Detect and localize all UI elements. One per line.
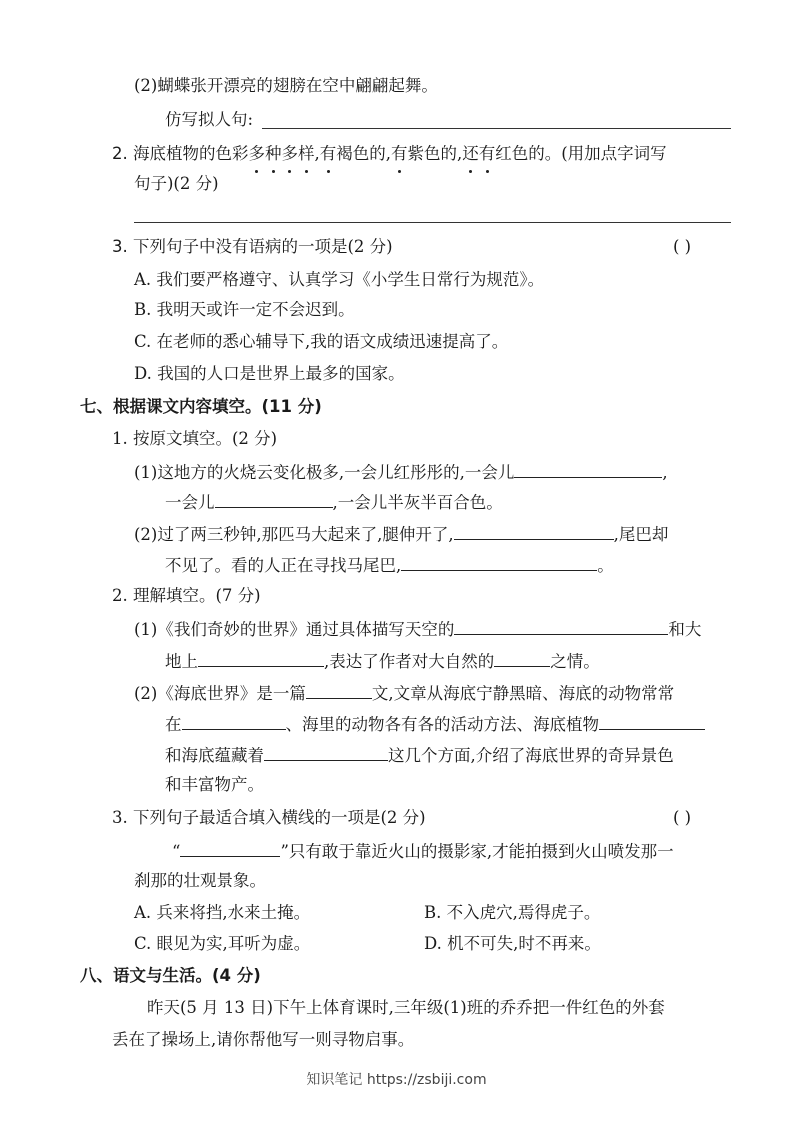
q7-option-c: C. 眼见为实,耳听为虚。 — [134, 934, 311, 953]
q7-sub-2-title: 2. 理解填空。(7 分) — [112, 586, 261, 605]
fill-blank[interactable] — [264, 742, 388, 761]
q7-sub-3-sentence-line2: 刹那的壮观景象。 — [134, 871, 266, 890]
emphasis-dot-char: 有 — [479, 142, 496, 166]
q7-sub-3-sentence: “ ”只有敢于靠近火山的摄影家,才能拍摄到火山喷发那一 — [172, 838, 674, 864]
q8-text-line1: 昨天(5 月 13 日)下午上体育课时,三年级(1)班的乔乔把一件红色的外套 — [147, 998, 665, 1017]
emphasis-dot-char: 多 — [282, 142, 299, 166]
q7-sub-2-item-2-line4: 和丰富物产。 — [165, 775, 264, 794]
fill-blank[interactable] — [306, 680, 372, 699]
fill-blank[interactable] — [215, 489, 333, 508]
q7-option-a: A. 兵来将挡,水来土掩。 — [134, 903, 311, 922]
q7-sub-1-item-2: (2)过了两三秒钟,那匹马大起来了,腿伸开了, ,尾巴却 — [134, 521, 668, 547]
emphasis-dot-char: 种 — [265, 142, 282, 166]
q6-option-b: B. 我明天或许一定不会迟到。 — [134, 300, 355, 319]
fill-blank[interactable] — [182, 711, 286, 730]
emphasis-dot-char: 有 — [320, 142, 337, 166]
q7-option-b: B. 不入虎穴,焉得虎子。 — [424, 903, 601, 922]
q7-sub-1-item-2-line2: 不见了。看的人正在寻找马尾巴, 。 — [165, 552, 614, 578]
fill-blank[interactable] — [494, 648, 550, 667]
q6-option-d: D. 我国的人口是世界上最多的国家。 — [134, 364, 405, 383]
fill-blank[interactable] — [198, 648, 324, 667]
q6-question-3: 3. 下列句子中没有语病的一项是(2 分) — [112, 237, 393, 256]
q6-option-a: A. 我们要严格遵守、认真学习《小学生日常行为规范》。 — [134, 270, 545, 289]
answer-parentheses[interactable]: ( ) — [673, 808, 692, 827]
fill-blank[interactable] — [514, 459, 662, 478]
q6-item-2-answer-row — [165, 108, 253, 132]
q7-sub-1-item-1: (1)这地方的火烧云变化极多,一会儿红彤彤的,一会儿 , — [134, 459, 668, 485]
q7-option-d: D. 机不可失,时不再来。 — [424, 934, 601, 953]
answer-parentheses[interactable]: ( ) — [673, 237, 692, 256]
fill-blank[interactable] — [401, 552, 597, 571]
emphasis-dot-char: 有 — [391, 142, 408, 166]
q8-text-line2: 丢在了操场上,请你帮他写一则寻物启事。 — [112, 1030, 415, 1049]
q7-sub-1-title: 1. 按原文填空。(2 分) — [112, 429, 278, 448]
emphasis-dot-char: 样 — [298, 142, 315, 166]
q7-sub-2-item-2-line2: 在 、海里的动物各有各的活动方法、海底植物 — [165, 711, 705, 737]
q7-sub-2-item-2-line3: 和海底蕴藏着 这几个方面,介绍了海底世界的奇异景色 — [165, 742, 674, 768]
fill-blank[interactable] — [454, 521, 614, 540]
fill-blank[interactable] — [180, 838, 280, 857]
q7-sub-2-item-1-line2: 地上 ,表达了作者对大自然的 之情。 — [165, 648, 600, 674]
q6-item-2-sentence: (2)蝴蝶张开漂亮的翅膀在空中翩翩起舞。 — [134, 76, 438, 95]
section-8-heading: 八、语文与生活。(4 分) — [80, 966, 261, 985]
q7-sub-2-item-1: (1)《我们奇妙的世界》通过具体描写天空的 和大 — [134, 616, 701, 642]
fill-blank[interactable] — [454, 616, 668, 635]
emphasis-dot-char: 还 — [462, 142, 479, 166]
q7-sub-1-item-1-line2: 一会儿 ,一会儿半灰半百合色。 — [165, 489, 503, 515]
q6-question-2: 2. 海底植物的色彩多种多样,有褐色的,有紫色的,还有红色的。(用加点字词写 — [112, 142, 667, 166]
emphasis-dot-char: 多 — [249, 142, 266, 166]
section-7-heading: 七、根据课文内容填空。(11 分) — [80, 397, 322, 416]
fill-blank[interactable] — [599, 711, 705, 730]
q7-sub-3-title: 3. 下列句子最适合填入横线的一项是(2 分) — [112, 808, 426, 827]
answer-line[interactable] — [134, 222, 731, 223]
q6-question-2-line2: 句子)(2 分) — [134, 174, 219, 193]
answer-line[interactable] — [262, 128, 731, 129]
q6-item-2-label: 仿写拟人句: — [165, 110, 254, 129]
q7-sub-2-item-2: (2)《海底世界》是一篇 文,文章从海底宁静黑暗、海底的动物常常 — [134, 680, 674, 706]
footer-watermark: 知识笔记 https://zsbiji.com — [306, 1072, 487, 1088]
q6-option-c: C. 在老师的悉心辅导下,我的语文成绩迅速提高了。 — [134, 332, 509, 351]
